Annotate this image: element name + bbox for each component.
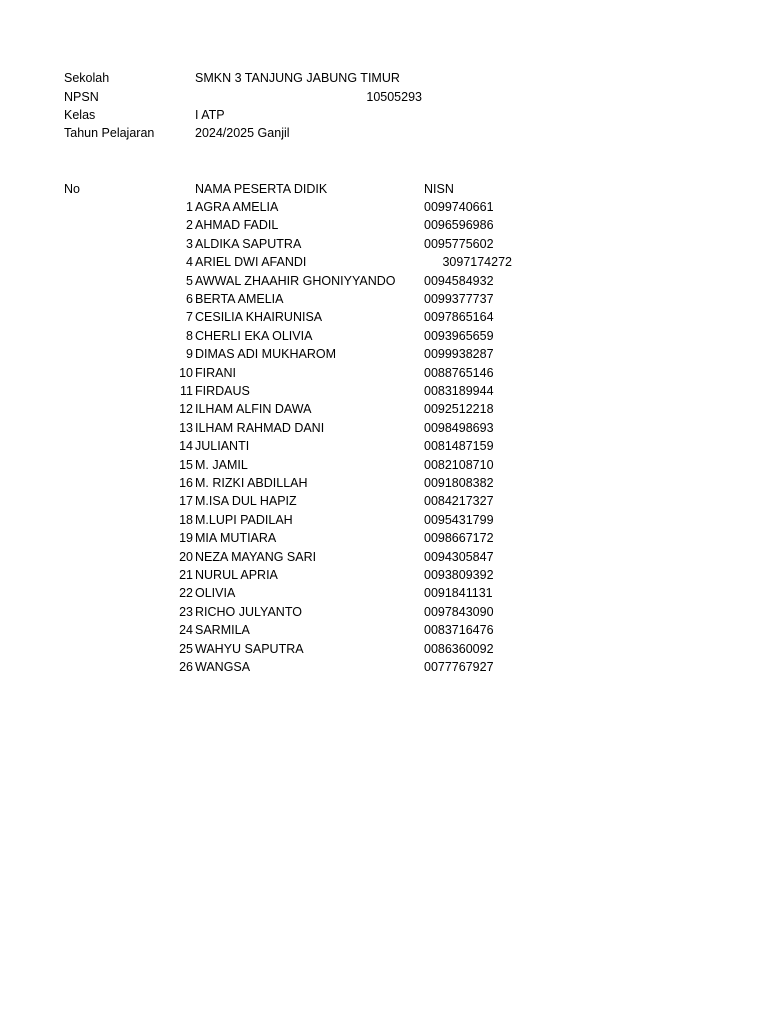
student-name: JULIANTI <box>195 439 250 454</box>
student-name: AHMAD FADIL <box>195 218 279 233</box>
student-nisn: 0093809392 <box>424 568 494 582</box>
student-name: CESILIA KHAIRUNISA <box>195 310 323 325</box>
school-row <box>0 69 768 87</box>
row-number: 19 <box>179 531 193 546</box>
table-row <box>0 584 768 602</box>
student-name: M.LUPI PADILAH <box>195 512 293 527</box>
row-number: 18 <box>179 512 193 527</box>
student-name: DIMAS ADI MUKHAROM <box>195 347 336 362</box>
table-row <box>0 272 768 290</box>
student-name: WANGSA <box>195 660 251 674</box>
student-name: NEZA MAYANG SARI <box>195 549 317 564</box>
student-nisn: 0081487159 <box>424 439 494 454</box>
student-name: SARMILA <box>195 623 250 638</box>
student-nisn: 0088765146 <box>424 365 494 380</box>
table-row <box>0 308 768 326</box>
table-row <box>0 290 768 308</box>
table-row <box>0 235 768 253</box>
table-row <box>0 640 768 658</box>
student-name: WAHYU SAPUTRA <box>195 641 304 656</box>
table-row <box>0 492 768 510</box>
row-number: 11 <box>180 384 193 398</box>
year-value: 2024/2025 Ganjil <box>195 126 290 140</box>
student-name: ILHAM ALFIN DAWA <box>195 402 312 417</box>
student-name: BERTA AMELIA <box>195 292 284 306</box>
class-row <box>0 106 768 124</box>
student-nisn: 0094584932 <box>424 273 494 288</box>
column-header-name: NAMA PESERTA DIDIK <box>195 182 328 196</box>
table-row <box>0 437 768 455</box>
table-header-row <box>0 180 768 198</box>
row-number: 2 <box>186 218 193 233</box>
table-row <box>0 253 768 271</box>
row-number: 7 <box>186 310 193 325</box>
row-number: 4 <box>186 255 193 270</box>
table-row <box>0 400 768 418</box>
student-nisn: 0091841131 <box>424 586 493 601</box>
school-value: SMKN 3 TANJUNG JABUNG TIMUR <box>195 71 400 85</box>
row-number: 13 <box>179 420 193 435</box>
student-nisn: 0095431799 <box>424 512 494 527</box>
npsn-label: NPSN <box>64 90 99 104</box>
table-row <box>0 548 768 566</box>
table-row <box>0 603 768 621</box>
table-row <box>0 529 768 547</box>
row-number: 1 <box>186 200 193 214</box>
row-number: 8 <box>186 328 193 343</box>
student-name: ARIEL DWI AFANDI <box>195 255 307 270</box>
student-nisn: 0082108710 <box>424 457 494 472</box>
student-nisn: 0099938287 <box>424 347 494 362</box>
student-nisn: 0084217327 <box>424 494 494 509</box>
table-row <box>0 511 768 529</box>
student-nisn: 0098667172 <box>424 531 494 546</box>
table-row <box>0 382 768 400</box>
npsn-row <box>0 88 768 106</box>
student-nisn: 0097865164 <box>424 310 494 325</box>
student-name: ALDIKA SAPUTRA <box>195 236 302 251</box>
table-row <box>0 456 768 474</box>
student-name: FIRDAUS <box>195 384 250 398</box>
student-name: MIA MUTIARA <box>195 531 277 546</box>
row-number: 12 <box>179 402 193 417</box>
student-name: RICHO JULYANTO <box>195 604 302 619</box>
student-name: NURUL APRIA <box>195 568 278 582</box>
row-number: 10 <box>179 365 193 380</box>
class-label: Kelas <box>64 108 96 122</box>
npsn-value: 10505293 <box>366 90 422 104</box>
student-name: OLIVIA <box>195 586 236 601</box>
row-number: 14 <box>179 439 193 454</box>
student-name: CHERLI EKA OLIVIA <box>195 328 313 343</box>
row-number: 22 <box>179 586 193 601</box>
student-nisn: 0099377737 <box>424 292 494 306</box>
student-name: FIRANI <box>195 365 236 380</box>
column-header-no: No <box>64 182 80 196</box>
student-nisn: 0098498693 <box>424 420 494 435</box>
class-value: I ATP <box>195 108 225 122</box>
student-nisn: 3097174272 <box>442 255 512 270</box>
student-name: M. RIZKI ABDILLAH <box>195 476 308 490</box>
student-name: M. JAMIL <box>195 457 248 472</box>
row-number: 20 <box>179 549 193 564</box>
row-number: 15 <box>179 457 193 472</box>
student-name: M.ISA DUL HAPIZ <box>195 494 297 509</box>
table-row <box>0 621 768 639</box>
table-row <box>0 364 768 382</box>
school-label: Sekolah <box>64 71 110 85</box>
table-row <box>0 419 768 437</box>
row-number: 16 <box>179 476 193 490</box>
table-row <box>0 198 768 216</box>
row-number: 23 <box>179 604 193 619</box>
row-number: 24 <box>179 623 193 638</box>
student-nisn: 0095775602 <box>424 236 494 251</box>
student-nisn: 0091808382 <box>424 476 494 490</box>
student-nisn: 0086360092 <box>424 641 494 656</box>
student-nisn: 0093965659 <box>424 328 494 343</box>
table-row <box>0 566 768 584</box>
column-header-nisn: NISN <box>424 182 454 196</box>
row-number: 5 <box>186 273 193 288</box>
table-row <box>0 474 768 492</box>
student-name: AWWAL ZHAAHIR GHONIYYANDO <box>195 273 396 288</box>
student-nisn: 0094305847 <box>424 549 494 564</box>
row-number: 26 <box>179 660 193 674</box>
student-nisn: 0077767927 <box>424 660 494 674</box>
year-label: Tahun Pelajaran <box>64 126 155 140</box>
table-row <box>0 658 768 676</box>
student-nisn: 0083189944 <box>424 384 494 398</box>
table-row <box>0 327 768 345</box>
row-number: 17 <box>179 494 193 509</box>
student-name: ILHAM RAHMAD DANI <box>195 420 325 435</box>
student-nisn: 0083716476 <box>424 623 494 638</box>
student-nisn: 0099740661 <box>424 200 494 214</box>
row-number: 6 <box>186 292 193 306</box>
table-row <box>0 345 768 363</box>
row-number: 3 <box>186 236 193 251</box>
row-number: 9 <box>186 347 193 362</box>
year-row <box>0 124 768 142</box>
row-number: 21 <box>179 568 193 582</box>
student-nisn: 0096596986 <box>424 218 494 233</box>
student-nisn: 0097843090 <box>424 604 494 619</box>
student-nisn: 0092512218 <box>424 402 494 417</box>
table-row <box>0 216 768 234</box>
student-name: AGRA AMELIA <box>195 200 279 214</box>
row-number: 25 <box>179 641 193 656</box>
